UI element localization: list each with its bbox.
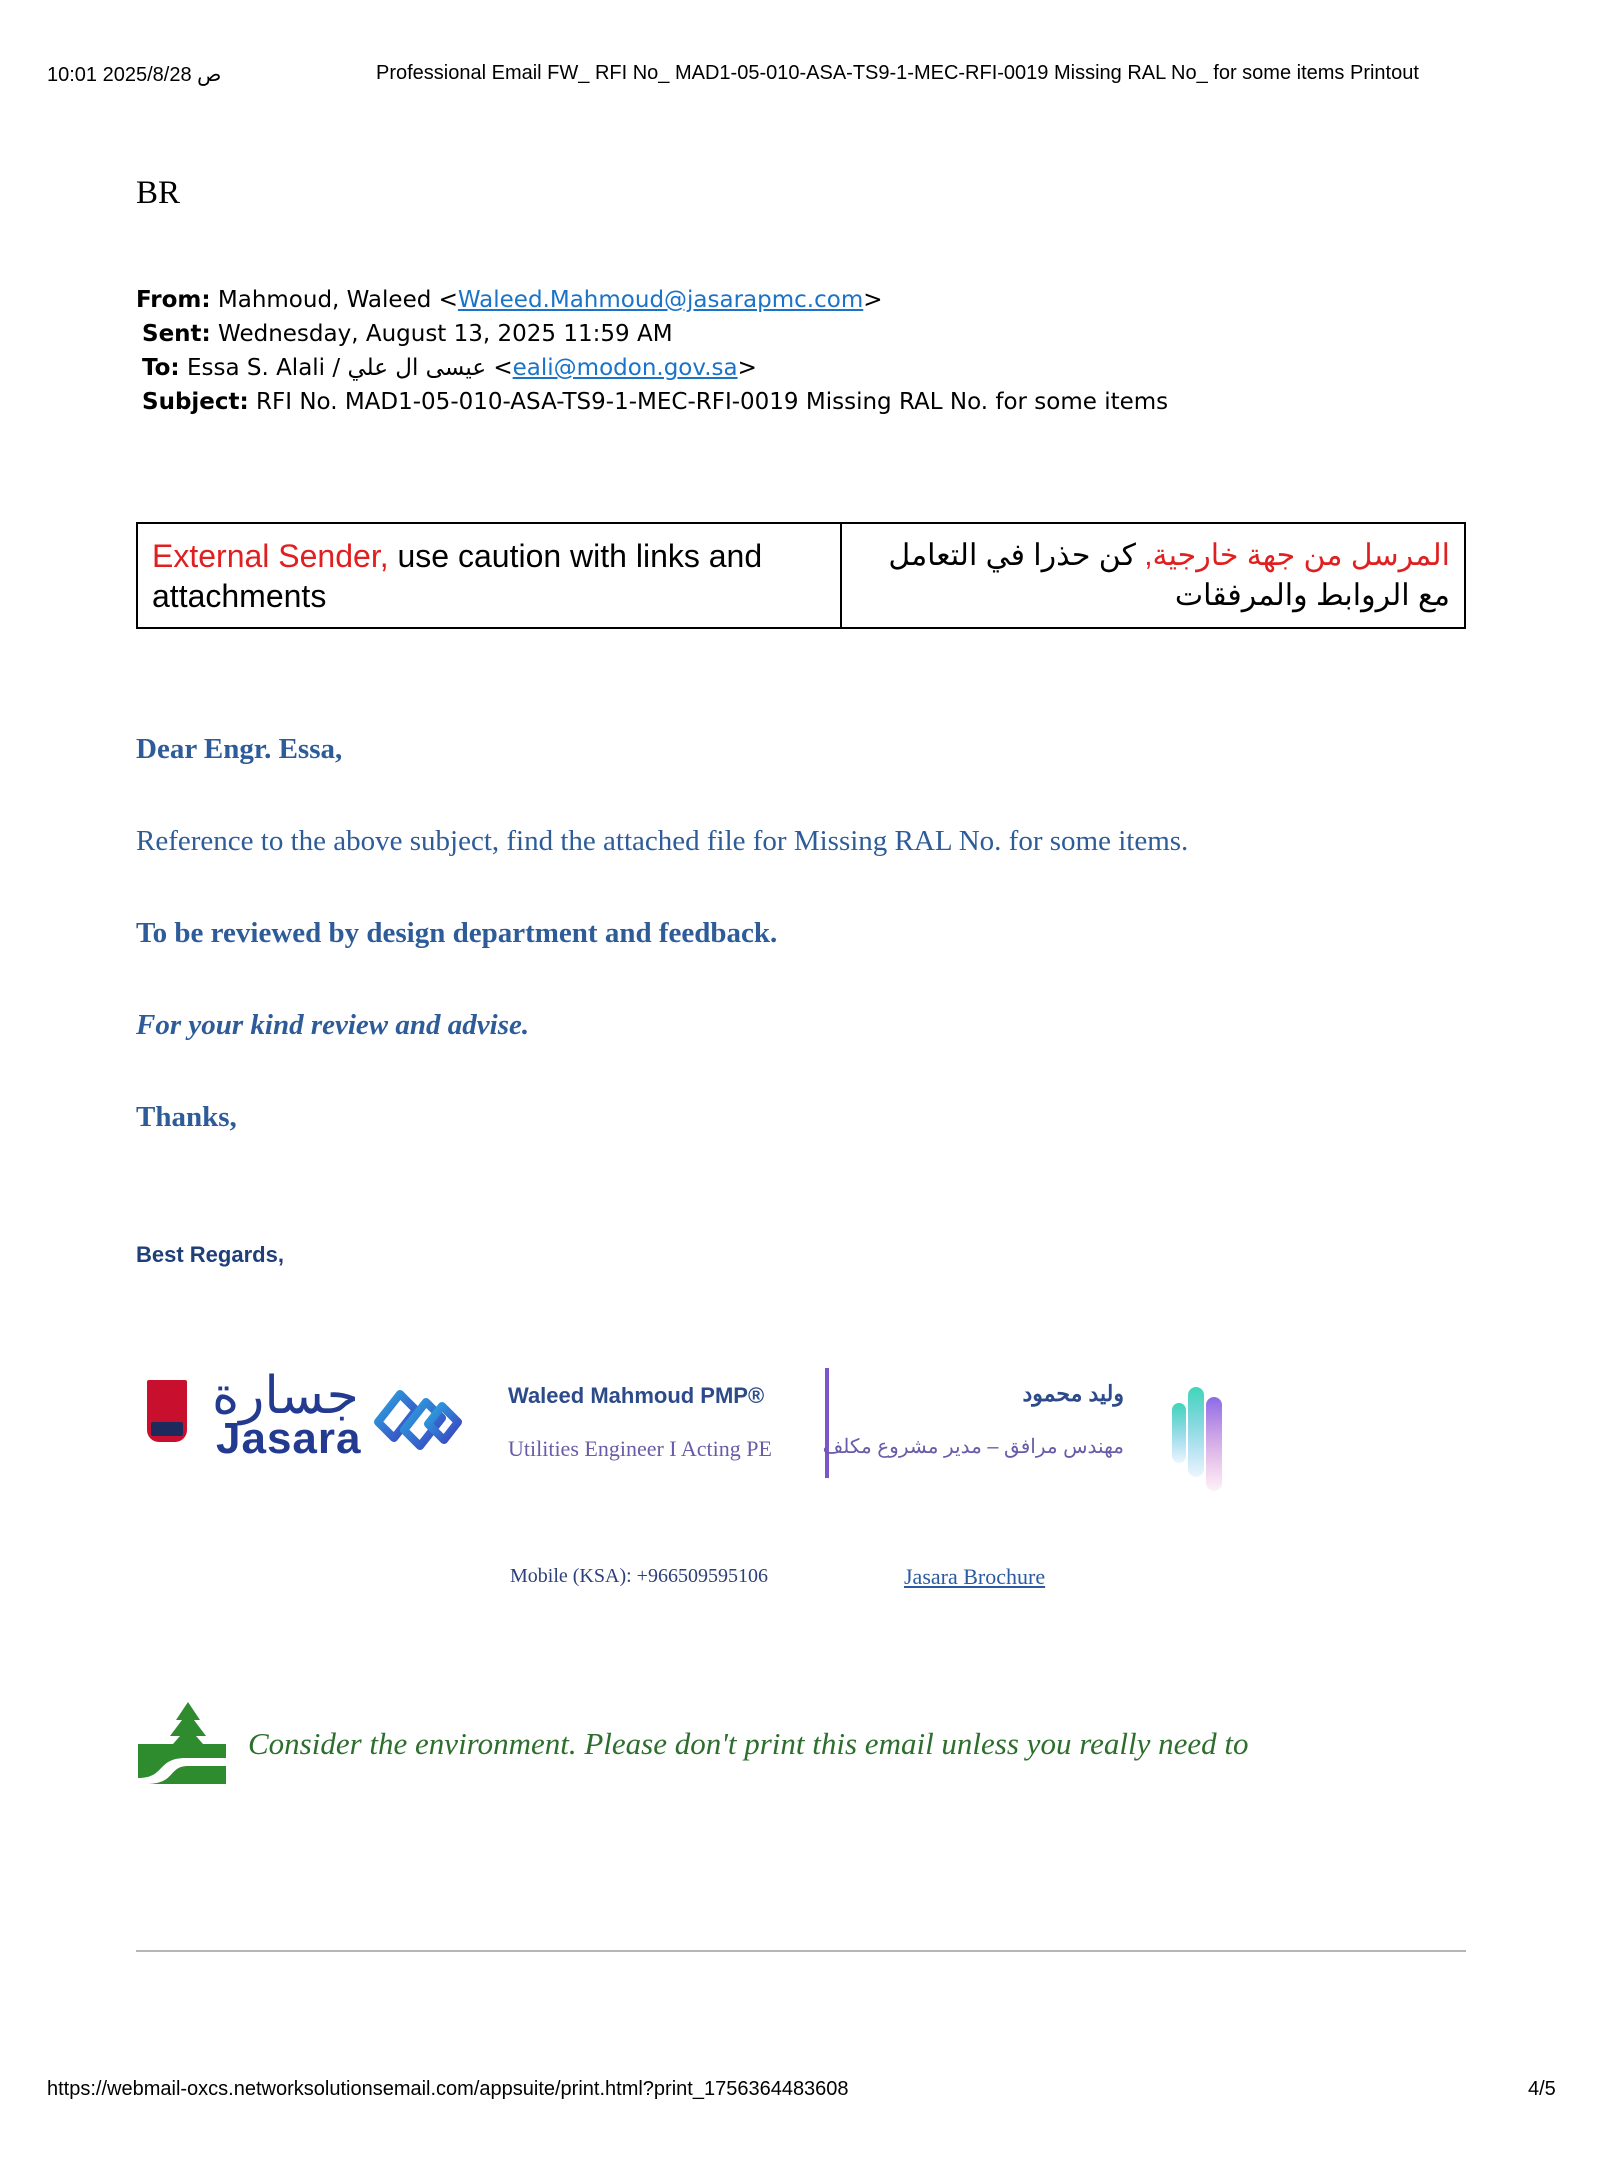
greeting: Dear Engr. Essa, [136,733,343,765]
divider-rule [136,1950,1466,1952]
body-paragraph-1: Reference to the above subject, find the attached file for Missing RAL No. for some items. [136,825,1189,857]
from-name: Mahmoud, Waleed < [217,287,458,313]
warning-ar-text: كن حذرا في التعامل مع الروابط والمرفقات [888,539,1450,612]
to-row [136,351,1168,385]
brochure-link[interactable]: Jasara Brochure [904,1564,1046,1589]
warning-arabic [842,524,1464,627]
best-regards: Best Regards, [136,1242,284,1267]
signature-divider [825,1368,829,1478]
warning-ar-highlight: المرسل من جهة خارجية, [1144,539,1450,572]
footer-url: https://webmail-oxcs.networksolutionsemail.com/appsuite/print.html?print_1756364483608 [47,2078,849,2100]
sent-label: Sent: [142,321,211,347]
eco-note: Consider the environment. Please don't print this email unless you really need to [248,1726,1249,1761]
subject-row [136,385,1168,419]
to-email-link[interactable]: eali@modon.gov.sa [512,355,738,381]
print-title: Professional Email FW_ RFI No_ MAD1-05-010-ASA-TS9-1-MEC-RFI-0019 Missing RAL No_ for some items Printout [376,62,1419,84]
from-row [136,283,1168,317]
footer-page-number: 4/5 [1528,2078,1556,2100]
body-paragraph-3: For your kind review and advise. [136,1009,530,1041]
great-place-to-work-badge-icon [147,1380,187,1442]
warning-english [138,524,842,627]
subject-label: Subject: [142,389,249,415]
external-sender-warning [136,522,1466,629]
signature-role-arabic: مهندس مرافق – مدير مشروع مكلف [822,1436,1124,1458]
tree-road-icon [136,1700,228,1785]
jasara-logo-english: Jasara [216,1414,362,1463]
from-label: From: [136,287,211,313]
to-name: Essa S. Alali / عيسى ال علي < [186,355,513,381]
warning-en-text: use caution with links and attachments [152,538,763,614]
brand-gradient-icon [1168,1383,1228,1493]
jasara-mark-icon [370,1384,465,1452]
signature-name-arabic: وليد محمود [1022,1381,1124,1406]
to-label: To: [142,355,180,381]
thanks: Thanks, [136,1101,237,1133]
subject-value: RFI No. MAD1-05-010-ASA-TS9-1-MEC-RFI-0019 Missing RAL No. for some items [256,389,1169,415]
body-paragraph-2: To be reviewed by design department and feedback. [136,917,778,949]
email-header-block [136,283,1168,419]
warning-en-highlight: External Sender, [152,538,389,574]
signature-name: Waleed Mahmoud PMP® [508,1383,765,1408]
jasara-logo-arabic: جسارة [212,1366,359,1426]
br-line: BR [136,175,181,211]
from-email-link[interactable]: Waleed.Mahmoud@jasarapmc.com [457,287,864,313]
sent-row [136,317,1168,351]
signature-role: Utilities Engineer I Acting PE [508,1436,772,1461]
signature-mobile: Mobile (KSA): +966509595106 [510,1565,768,1587]
to-end: > [737,355,757,381]
print-datetime: 10:01 2025/8/28 ص [47,64,222,86]
from-end: > [863,287,883,313]
sent-value: Wednesday, August 13, 2025 11:59 AM [218,321,673,347]
